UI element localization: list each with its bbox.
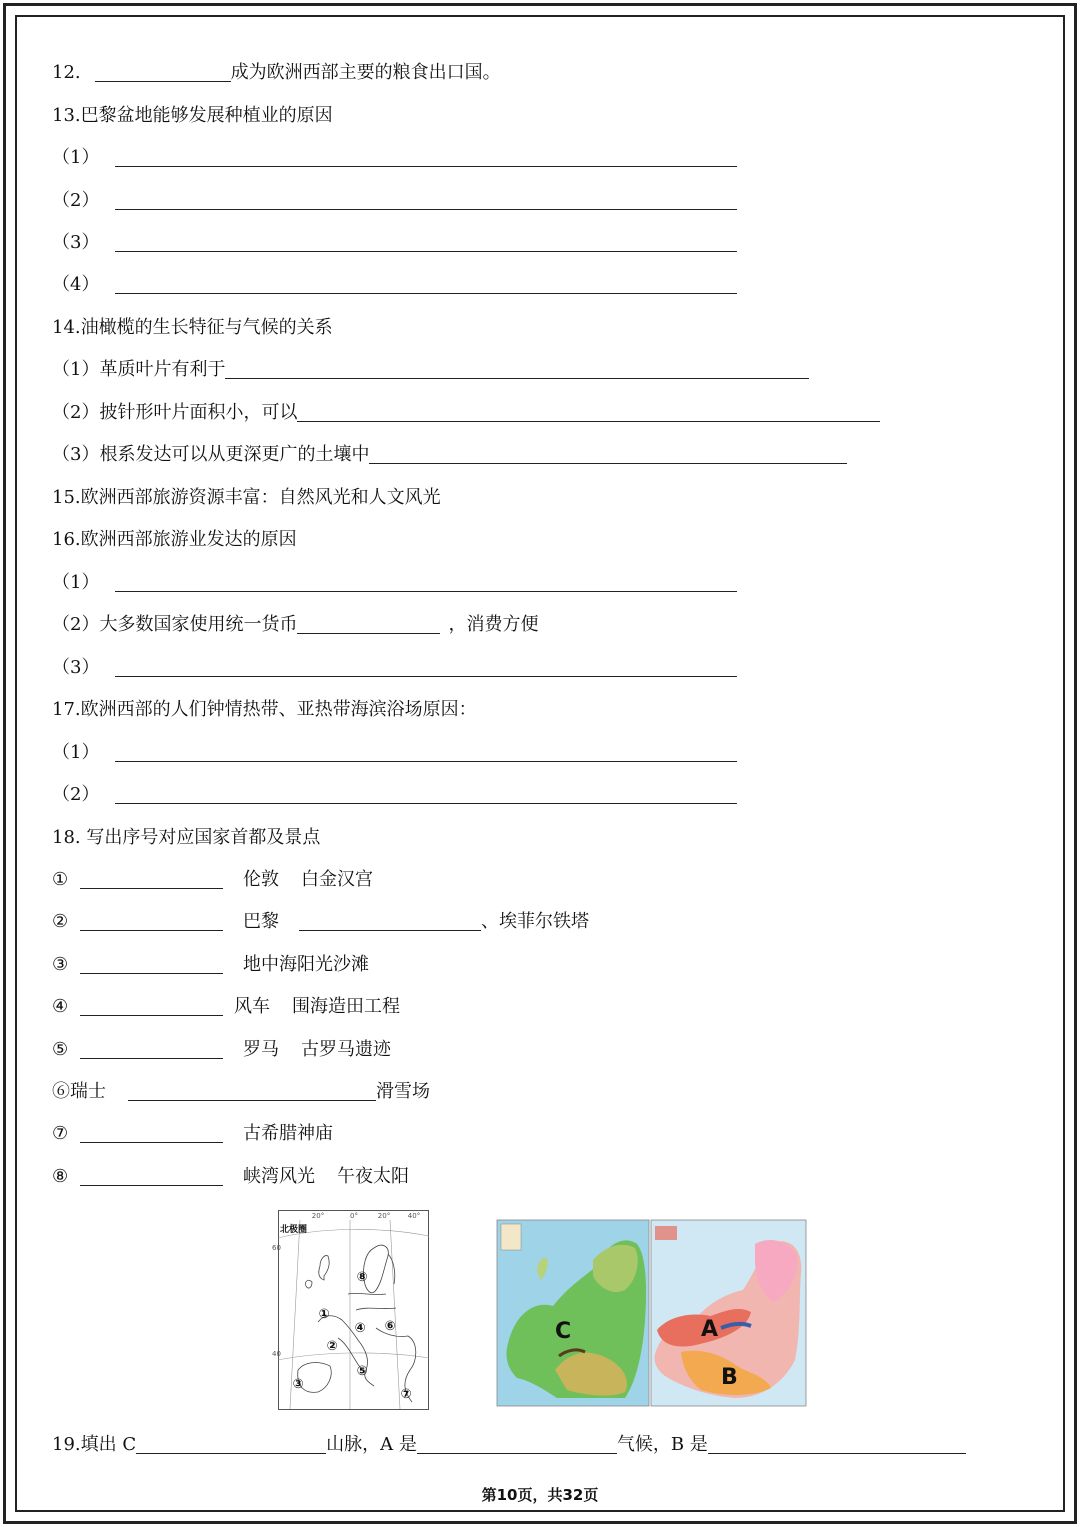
q13-item-2 bbox=[52, 189, 737, 213]
q18-landmark: 滑雪场 bbox=[376, 1081, 430, 1102]
q18-landmark: 古罗马遗迹 bbox=[301, 1039, 391, 1060]
q18-row-6 bbox=[52, 1080, 430, 1104]
q18-row-2 bbox=[52, 910, 589, 934]
q19-climate-a-blank[interactable] bbox=[417, 1435, 617, 1454]
q18-landmark-2: 围海造田工程 bbox=[292, 996, 400, 1017]
q16-title: 16.欧洲西部旅游业发达的原因 bbox=[52, 529, 297, 550]
q16-answer-blank-1[interactable] bbox=[115, 573, 737, 592]
q18-capital: 伦敦 bbox=[243, 869, 279, 890]
lon-label: 0° bbox=[350, 1212, 358, 1220]
map-label-c: C bbox=[555, 1319, 572, 1344]
q18-title: 18. 写出序号对应国家首都及景点 bbox=[52, 827, 321, 848]
q16-item-label: （1） bbox=[52, 572, 100, 593]
q14-item-1 bbox=[52, 358, 809, 382]
question-13-title bbox=[52, 104, 333, 128]
q14-answer-blank-2[interactable] bbox=[297, 403, 880, 422]
q18-landmark: 、埃菲尔铁塔 bbox=[481, 911, 589, 932]
q18-capital: 罗马 bbox=[243, 1039, 279, 1060]
q18-row-number: ④ bbox=[52, 996, 69, 1017]
q17-item-1 bbox=[52, 741, 737, 765]
q18-landmark: 地中海阳光沙滩 bbox=[243, 954, 369, 975]
q18-landmark: 白金汉宫 bbox=[301, 869, 373, 890]
q18-row-number: ⑧ bbox=[52, 1166, 69, 1187]
q18-row-7 bbox=[52, 1122, 333, 1146]
q17-item-label: （2） bbox=[52, 784, 100, 805]
lat-label: 40 bbox=[272, 1350, 281, 1358]
q18-answer-blank[interactable] bbox=[80, 870, 223, 889]
map-number-4: ④ bbox=[354, 1321, 366, 1336]
q13-answer-blank-3[interactable] bbox=[115, 233, 737, 252]
q16-item-suffix: ，消费方便 bbox=[448, 614, 539, 635]
q18-landmark: 峡湾风光 bbox=[243, 1166, 315, 1187]
q18-answer-blank[interactable] bbox=[128, 1082, 376, 1101]
q14-item-2 bbox=[52, 401, 880, 425]
q19-climate-b-blank[interactable] bbox=[708, 1435, 966, 1454]
europe-physical-map bbox=[497, 1220, 649, 1406]
question-14-title bbox=[52, 316, 333, 340]
q13-item-label: （2） bbox=[52, 190, 100, 211]
q18-answer-blank[interactable] bbox=[80, 1040, 223, 1059]
lat-label: 60 bbox=[272, 1244, 281, 1252]
q13-answer-blank-2[interactable] bbox=[115, 191, 737, 210]
q16-item-label: （3） bbox=[52, 657, 100, 678]
q13-item-label: （1） bbox=[52, 147, 100, 168]
lon-label: 20° bbox=[311, 1212, 325, 1220]
question-18-title bbox=[52, 826, 320, 850]
q13-answer-blank-4[interactable] bbox=[115, 275, 737, 294]
q16-answer-blank-3[interactable] bbox=[115, 658, 737, 677]
q18-row-number: ⑥瑞士 bbox=[52, 1081, 106, 1102]
q18-row-number: ③ bbox=[52, 954, 69, 975]
question-16-title bbox=[52, 528, 297, 552]
page-footer: 第10页，共32页 bbox=[481, 1486, 599, 1504]
q14-answer-blank-1[interactable] bbox=[225, 360, 809, 379]
q18-row-8 bbox=[52, 1165, 409, 1189]
q18-row-number: ⑤ bbox=[52, 1039, 69, 1060]
lon-label: 40° bbox=[407, 1212, 421, 1220]
q14-item-3 bbox=[52, 443, 847, 467]
q12-number: 12. bbox=[52, 62, 81, 83]
q14-title: 14.油橄榄的生长特征与气候的关系 bbox=[52, 317, 333, 338]
q18-capital: 巴黎 bbox=[243, 911, 279, 932]
q18-landmark: 古希腊神庙 bbox=[243, 1123, 333, 1144]
q12-answer-blank[interactable] bbox=[95, 63, 231, 82]
q16-answer-blank-2[interactable] bbox=[297, 615, 440, 634]
map-number-3: ③ bbox=[292, 1377, 304, 1392]
q12-text: 成为欧洲西部主要的粮食出口国。 bbox=[230, 62, 501, 83]
europe-climate-map bbox=[651, 1220, 806, 1406]
question-12 bbox=[52, 61, 501, 85]
europe-outline-map bbox=[272, 1210, 429, 1410]
q18-answer-blank[interactable] bbox=[80, 997, 223, 1016]
q15-title: 15.欧洲西部旅游资源丰富：自然风光和人文风光 bbox=[52, 487, 441, 508]
map-label-a: A bbox=[701, 1317, 719, 1342]
q19-text-1: 19.填出 C bbox=[52, 1434, 137, 1455]
q13-answer-blank-1[interactable] bbox=[115, 148, 737, 167]
q18-row-number: ② bbox=[52, 911, 69, 932]
q18-row-4 bbox=[52, 995, 400, 1019]
q18-answer-blank[interactable] bbox=[80, 912, 223, 931]
q18-answer-blank[interactable] bbox=[80, 955, 223, 974]
q13-item-4 bbox=[52, 273, 737, 297]
q13-item-label: （3） bbox=[52, 232, 100, 253]
question-17-title bbox=[52, 698, 477, 722]
map-number-1: ① bbox=[318, 1307, 330, 1322]
q16-item-1 bbox=[52, 571, 737, 595]
q17-title: 17.欧洲西部的人们钟情热带、亚热带海滨浴场原因： bbox=[52, 699, 477, 720]
q18-answer-blank[interactable] bbox=[80, 1124, 223, 1143]
question-15 bbox=[52, 486, 441, 510]
q18-row-3 bbox=[52, 953, 369, 977]
q13-item-1 bbox=[52, 146, 737, 170]
q18-row-number: ⑦ bbox=[52, 1123, 69, 1144]
q18-landmark: 风车 bbox=[234, 996, 270, 1017]
map-number-5: ⑤ bbox=[356, 1364, 368, 1379]
map-label-b: B bbox=[721, 1365, 738, 1390]
q14-item-text: （2）披针形叶片面积小，可以 bbox=[52, 402, 298, 423]
q16-item-3 bbox=[52, 656, 737, 680]
q18-row-number: ① bbox=[52, 869, 69, 890]
map-number-2: ② bbox=[326, 1339, 338, 1354]
q14-answer-blank-3[interactable] bbox=[369, 445, 847, 464]
q17-item-label: （1） bbox=[52, 742, 100, 763]
q17-item-2 bbox=[52, 783, 737, 807]
q17-answer-blank-2[interactable] bbox=[115, 785, 737, 804]
arctic-circle-label: 北极圈 bbox=[280, 1225, 308, 1235]
q16-item-text: （2）大多数国家使用统一货币 bbox=[52, 614, 298, 635]
question-19 bbox=[52, 1433, 966, 1457]
q14-item-text: （3）根系发达可以从更深更广的土壤中 bbox=[52, 444, 370, 465]
map-number-6: ⑥ bbox=[384, 1319, 396, 1334]
q19-mountain-blank[interactable] bbox=[136, 1435, 326, 1454]
q17-answer-blank-1[interactable] bbox=[115, 743, 737, 762]
q18-landmark-blank[interactable] bbox=[299, 912, 481, 931]
q18-landmark-2: 午夜太阳 bbox=[337, 1166, 409, 1187]
q14-item-text: （1）革质叶片有利于 bbox=[52, 359, 226, 380]
map-number-7: ⑦ bbox=[400, 1387, 412, 1402]
q13-item-3 bbox=[52, 231, 737, 255]
q19-text-2: 山脉，A 是 bbox=[326, 1434, 417, 1455]
q13-title: 13.巴黎盆地能够发展种植业的原因 bbox=[52, 105, 333, 126]
map-number-8: ⑧ bbox=[356, 1270, 368, 1285]
q16-item-2 bbox=[52, 613, 538, 637]
q19-text-3: 气候，B 是 bbox=[616, 1434, 708, 1455]
q18-row-5 bbox=[52, 1038, 391, 1062]
q18-row-1 bbox=[52, 868, 373, 892]
lon-label: 20° bbox=[377, 1212, 391, 1220]
q13-item-label: （4） bbox=[52, 274, 100, 295]
q18-answer-blank[interactable] bbox=[80, 1167, 223, 1186]
